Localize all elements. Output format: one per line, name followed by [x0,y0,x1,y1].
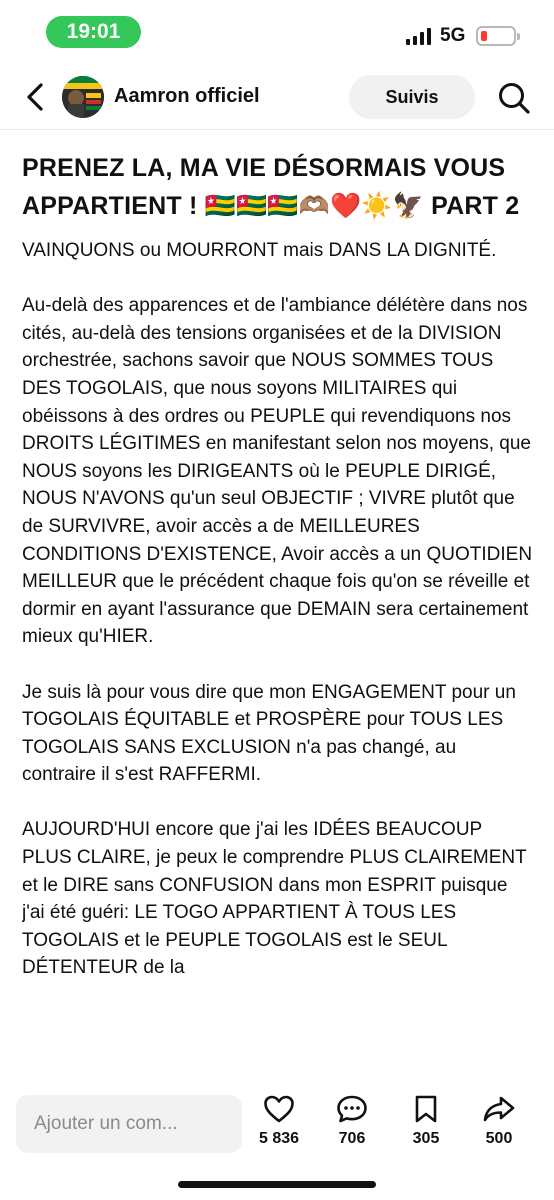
comment-bubble-icon [336,1094,368,1124]
comment-count: 706 [338,1130,366,1147]
bottom-action-bar [0,1082,554,1200]
network-type: 5G [440,25,466,46]
post-paragraph-4: AUJOURD'HUI encore que j'ai les IDÉES BEAUCOUP PLUS CLAIRE, je peux le comprendre PLUS CLAIREMENT et le DIRE sans CONFUSION dans mon ESPRIT puisque j'ai été guéri: LE TOGO APPARTIENT À TOUS LES TOGOLAIS et le PEUPLE TOGOLAIS est le SEUL DÉTENTEUR de la [22,819,527,979]
bookmark-icon [412,1094,440,1124]
post-title-emojis: 🇹🇬🇹🇬🇹🇬🫶🏽❤️☀️🦅 [204,191,424,220]
comments-button[interactable] [324,1094,380,1148]
post-paragraph-2: Au-delà des apparences et de l'ambiance délétère dans nos cités, au-delà des tensions organisées et de la DIVISION orchestrée, sachons savoir que NOUS SOMMES TOUS DES TOGOLAIS, que nous soyons MILITAIRES qui obéissons à des ordres ou PEUPLE qui revendiquons nos DROITS LÉGITIMES en manifestant selon nos moyens, que NOUS soyons les DIRIGEANTS où le PEUPLE DIRIGÉ, NOUS N'AVONS qu'un seul OBJECTIF ; VIVRE plutôt que de SURVIVRE, avoir accès a de MEILLEURES CONDITIONS D'EXISTENCE, Avoir accès a un QUOTIDIEN MEILLEUR que le précédent chaque fois qu'on se réveille et dormir en ayant l'assurance que DEMAIN sera certainement mieux qu'HIER. [22,295,533,648]
save-button[interactable] [398,1094,454,1148]
following-button[interactable]: Suivis [349,75,475,119]
post-paragraph-1: VAINQUONS ou MOURRONT mais DANS LA DIGNITÉ. [22,240,497,261]
like-count: 5 836 [258,1130,300,1147]
signal-strength-icon [406,28,431,45]
home-indicator[interactable] [178,1181,376,1188]
avatar-image [62,76,104,118]
share-button[interactable] [471,1094,527,1148]
comment-input[interactable] [16,1095,242,1153]
post-body [22,237,534,1037]
post-title [22,150,534,225]
share-count: 500 [485,1130,513,1147]
post-header [0,64,554,130]
back-button[interactable] [20,80,50,114]
search-button[interactable] [497,81,531,115]
status-bar [0,0,554,62]
post-paragraph-3: Je suis là pour vous dire que mon ENGAGEMENT pour un TOGOLAIS ÉQUITABLE et PROSPÈRE pour TOUS LES TOGOLAIS SANS EXCLUSION n'a pas changé, au contraire il s'est RAFFERMI. [22,681,516,786]
avatar[interactable] [62,76,104,118]
post-content [22,150,534,1037]
account-name[interactable]: Aamron officiel [114,85,260,107]
status-time: 19:01 [46,16,141,48]
save-count: 305 [412,1130,440,1147]
share-arrow-icon [482,1094,516,1124]
heart-icon [263,1094,295,1124]
search-icon [497,81,531,115]
chevron-left-icon [25,82,45,112]
post-title-text: PRENEZ LA, MA VIE DÉSORMAIS VOUS APPARTIENT ! [22,154,506,220]
battery-icon [476,26,516,46]
post-title-suffix: PART 2 [431,192,520,220]
like-button[interactable] [251,1094,307,1148]
